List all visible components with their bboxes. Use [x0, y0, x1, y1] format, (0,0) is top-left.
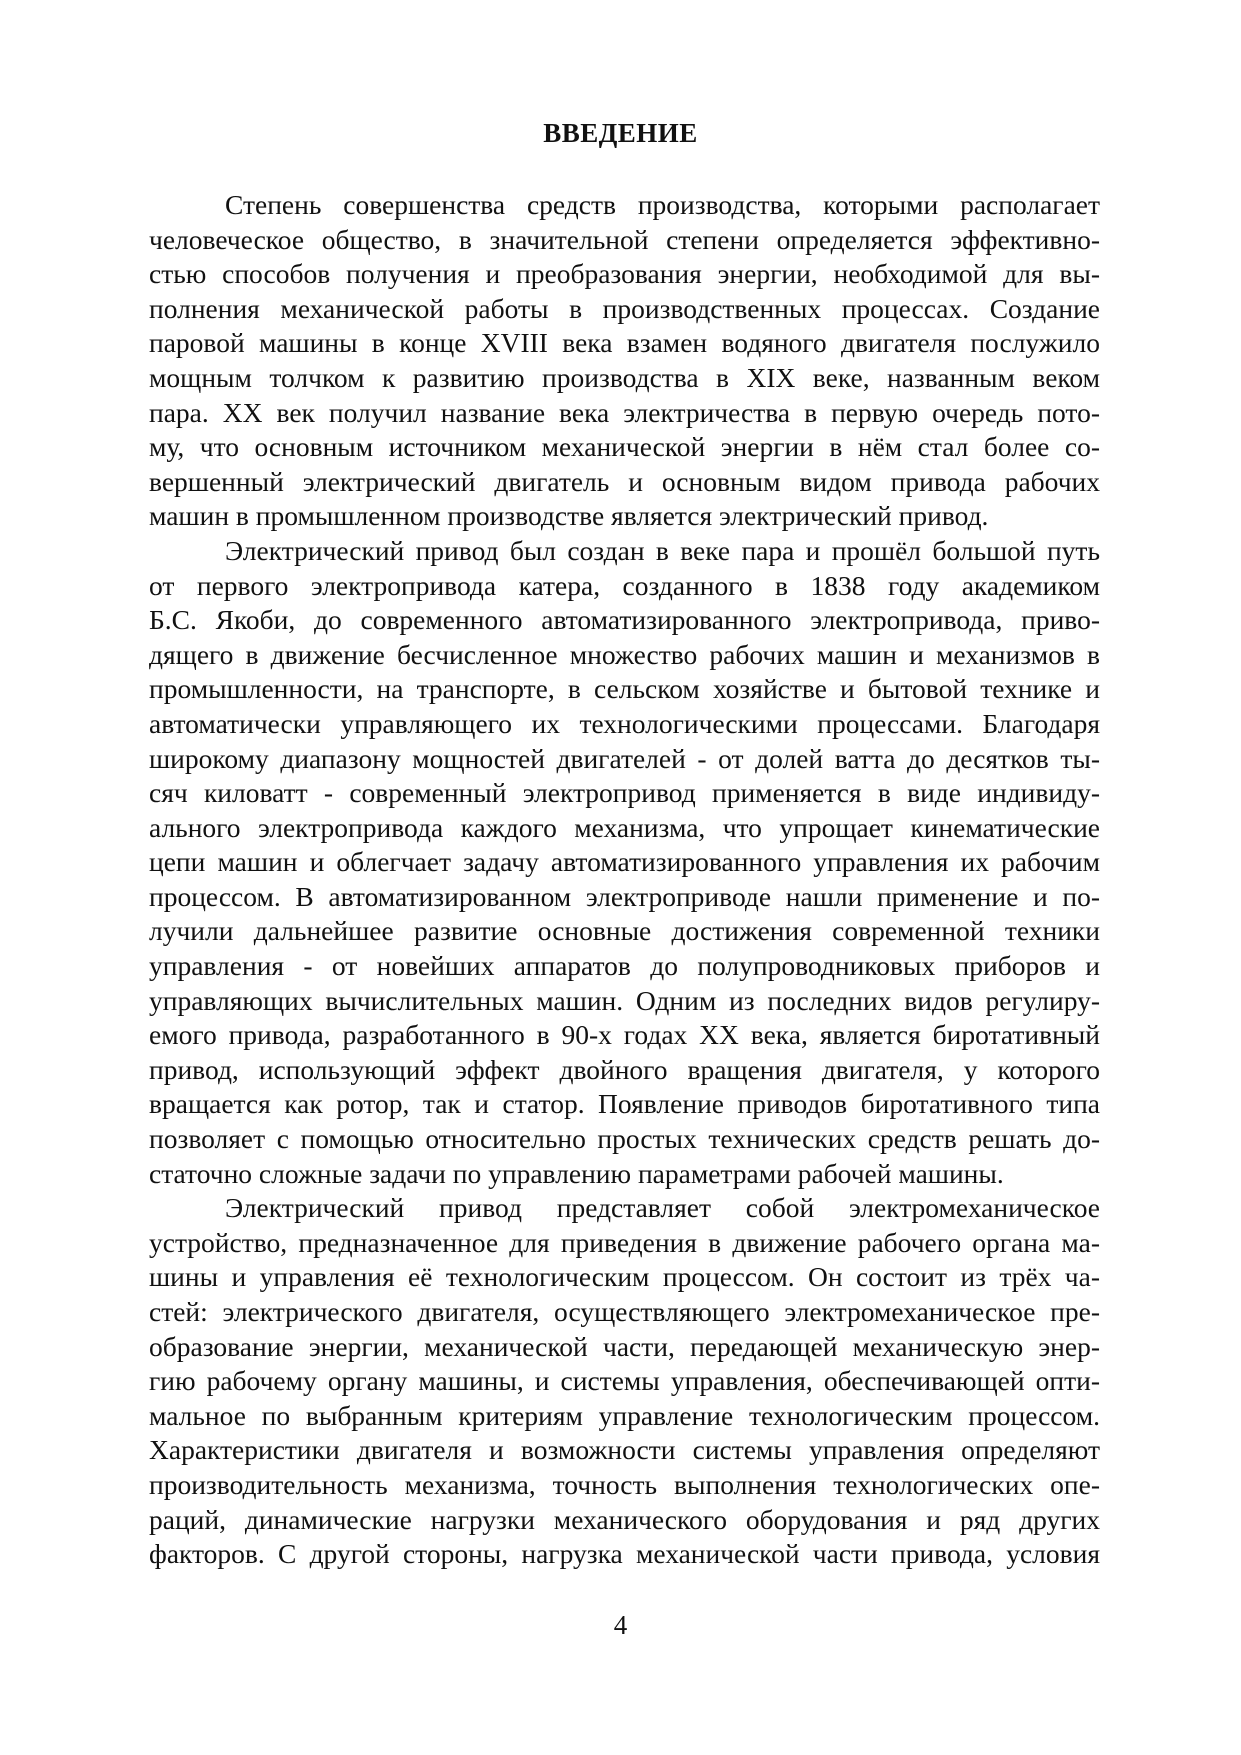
- text-line: автоматически управляющего их технологическими процессами. Благодаря: [149, 707, 1100, 739]
- text-line: человеческое общество, в значительной степени определяется эффективно-: [149, 223, 1100, 255]
- text-line: му, что основным источником механической энергии в нём стал более со-: [149, 431, 1100, 463]
- text-line: мальное по выбранным критериям управление технологическим процессом.: [149, 1399, 1100, 1431]
- text-line: Характеристики двигателя и возможности системы управления определяют: [149, 1434, 1100, 1466]
- text-line: статочно сложные задачи по управлению параметрами рабочей машины.: [149, 1157, 1004, 1189]
- page-number: 4: [613, 1610, 628, 1640]
- text-line: образование энергии, механической части, передающей механическую энер-: [149, 1330, 1100, 1362]
- text-line: машин в промышленном производстве является электрический привод.: [149, 500, 989, 532]
- text-line: от первого электропривода катера, созданного в 1838 году академиком: [149, 569, 1100, 601]
- text-line: дящего в движение бесчисленное множество рабочих машин и механизмов в: [149, 638, 1100, 670]
- text-line: позволяет с помощью относительно простых технических средств решать до-: [149, 1123, 1100, 1155]
- text-line: емого привода, разработанного в 90-х годах XX века, является биротативный: [149, 1019, 1100, 1051]
- body-text: [149, 188, 1100, 1572]
- page-title: ВВЕДЕНИЕ: [543, 118, 698, 148]
- text-line: полнения механической работы в производственных процессах. Создание: [149, 292, 1100, 324]
- text-line: пара. XX век получил название века электричества в первую очередь пото-: [149, 396, 1100, 428]
- text-line: процессом. В автоматизированном электроприводе нашли применение и по-: [149, 880, 1100, 912]
- text-line: гию рабочему органу машины, и системы управления, обеспечивающей опти-: [149, 1365, 1100, 1397]
- text-line: ального электропривода каждого механизма, что упрощает кинематические: [149, 811, 1100, 843]
- text-line: широкому диапазону мощностей двигателей - от долей ватта до десятков ты-: [149, 742, 1100, 774]
- text-line: Б.С. Якоби, до современного автоматизированного электропривода, приво-: [149, 604, 1100, 636]
- text-line: стей: электрического двигателя, осуществляющего электромеханическое пре-: [149, 1296, 1100, 1327]
- text-line: промышленности, на транспорте, в сельском хозяйстве и бытовой технике и: [149, 673, 1100, 705]
- text-line: Электрический привод был создан в веке пара и прошёл большой путь: [225, 534, 1100, 566]
- text-line: сяч киловатт - современный электропривод применяется в виде индивиду-: [149, 777, 1100, 809]
- text-line: мощным толчком к развитию производства в XIX веке, названным веком: [149, 361, 1100, 393]
- text-line: факторов. С другой стороны, нагрузка механической части привода, условия: [149, 1538, 1100, 1570]
- text-line: раций, динамические нагрузки механического оборудования и ряд других: [149, 1503, 1100, 1535]
- text-line: управления - от новейших аппаратов до полупроводниковых приборов и: [149, 950, 1100, 982]
- text-line: Электрический привод представляет собой электромеханическое: [225, 1192, 1100, 1224]
- text-line: Степень совершенства средств производства, которыми располагает: [225, 189, 1100, 220]
- text-line: привод, использующий эффект двойного вращения двигателя, у которого: [149, 1053, 1100, 1085]
- text-line: паровой машины в конце XVIII века взамен водяного двигателя послужило: [149, 327, 1100, 359]
- text-line: производительность механизма, точность выполнения технологических опе-: [149, 1468, 1100, 1500]
- text-line: цепи машин и облегчает задачу автоматизированного управления их рабочим: [149, 846, 1100, 878]
- text-line: управляющих вычислительных машин. Одним из последних видов регулиру-: [149, 984, 1100, 1016]
- text-line: устройство, предназначенное для приведения в движение рабочего органа ма-: [149, 1226, 1100, 1258]
- text-line: вершенный электрический двигатель и основным видом привода рабочих: [149, 465, 1100, 497]
- text-line: вращается как ротор, так и статор. Появление приводов биротативного типа: [149, 1088, 1100, 1120]
- text-line: лучили дальнейшее развитие основные достижения современной техники: [149, 915, 1100, 947]
- text-line: стью способов получения и преобразования энергии, необходимой для вы-: [149, 258, 1100, 290]
- text-line: шины и управления её технологическим процессом. Он состоит из трёх ча-: [149, 1261, 1100, 1293]
